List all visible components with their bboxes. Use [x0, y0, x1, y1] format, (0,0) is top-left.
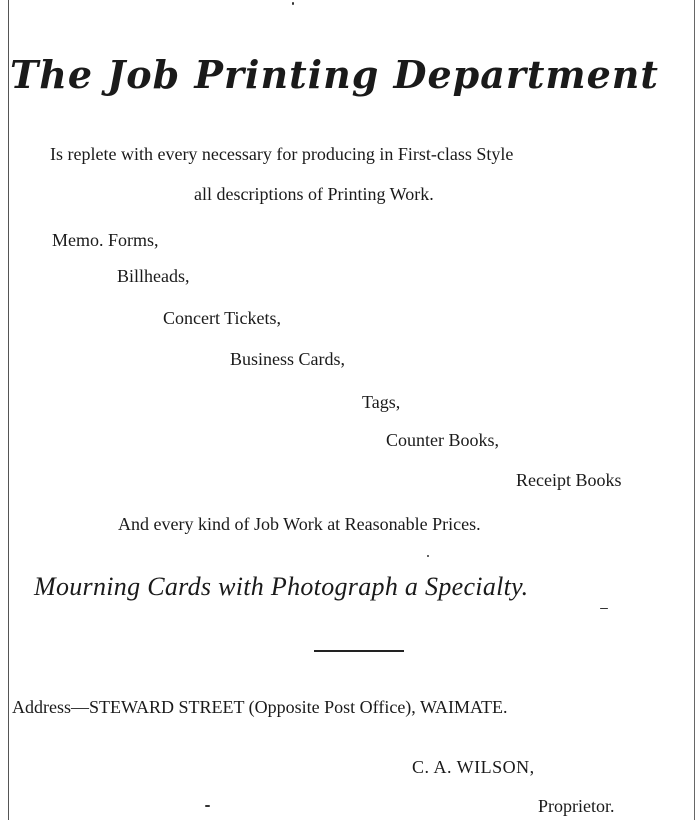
left-column-rule [8, 0, 9, 820]
intro-line-2: all descriptions of Printing Work. [194, 184, 434, 204]
service-item: Tags, [362, 392, 401, 412]
service-item: Concert Tickets, [163, 308, 282, 328]
proprietor-name: C. A. WILSON, [412, 757, 535, 777]
print-speck [600, 608, 608, 609]
service-item: Business Cards, [230, 349, 346, 369]
section-divider [314, 650, 404, 652]
closing-line: And every kind of Job Work at Reasonable Prices. [118, 514, 481, 534]
proprietor-role: Proprietor. [538, 796, 615, 816]
right-column-rule [694, 0, 695, 820]
intro-line-1: Is replete with every necessary for producing in First-class Style [50, 144, 514, 164]
print-speck [292, 2, 294, 5]
print-speck [427, 555, 429, 557]
print-speck [205, 805, 210, 807]
specialty-line: Mourning Cards with Photograph a Specialty. [34, 572, 529, 601]
address-line: Address—STEWARD STREET (Opposite Post Office), WAIMATE. [12, 697, 508, 717]
service-item: Billheads, [117, 266, 190, 286]
ad-title: The Job Printing Department [10, 52, 659, 97]
service-item: Memo. Forms, [52, 230, 159, 250]
service-item: Receipt Books [516, 470, 622, 490]
service-item: Counter Books, [386, 430, 500, 450]
